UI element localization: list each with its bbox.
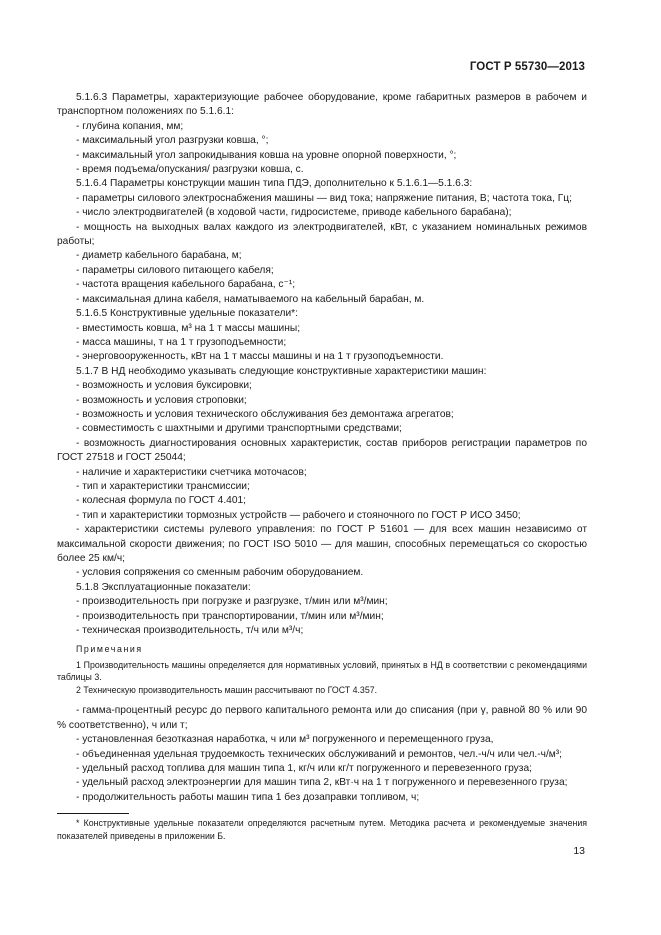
paragraph: - удельный расход электроэнергии для машин типа 2, кВт·ч на 1 т погруженного и перевезенного груза;	[76, 777, 568, 789]
paragraph: 5.1.6.5 Конструктивные удельные показатели*:	[76, 308, 298, 320]
paragraph: - частота вращения кабельного барабана, с⁻¹;	[76, 279, 296, 291]
paragraph-list	[57, 91, 587, 638]
paragraph-list-after	[57, 704, 587, 805]
paragraph: - установленная безотказная наработка, ч или м³ погруженного и перемещенного груза,	[76, 734, 494, 746]
main-text	[57, 91, 587, 805]
paragraph: - число электродвигателей (в ходовой части, гидросистеме, приводе кабельного барабана);	[76, 207, 512, 219]
paragraph: - колесная формула по ГОСТ 4.401;	[76, 495, 246, 507]
paragraph: - возможность диагностирования основных характеристик, состав приборов регистрации параметров по ГОСТ 27518 и ГОСТ 25044;	[57, 437, 587, 464]
paragraph: - масса машины, т на 1 т грузоподъемности;	[76, 336, 287, 348]
paragraph: - мощность на выходных валах каждого из электродвигателей, кВт, с указанием номинальных режимов работы;	[57, 221, 587, 248]
paragraph: - вместимость ковша, м³ на 1 т массы машины;	[76, 322, 301, 334]
paragraph: 5.1.6.3 Параметры, характеризующие рабочее оборудование, кроме габаритных размеров в рабочем и транспортном положениях по 5.1.6.1:	[57, 92, 587, 118]
paragraph: - диаметр кабельного барабана, м;	[76, 250, 242, 262]
footnote-divider	[57, 813, 129, 814]
note-item: 2 Техническую производительность машин рассчитывают по ГОСТ 4.357.	[76, 684, 378, 695]
paragraph: - максимальный угол запрокидывания ковша на уровне опорной поверхности, °;	[76, 149, 457, 161]
notes-heading: Примечания	[76, 644, 143, 655]
paragraph: - параметры силового питающего кабеля;	[76, 264, 274, 276]
notes-list	[57, 659, 587, 697]
page-number: 13	[573, 845, 585, 857]
paragraph: - время подъема/опускания/ разгрузки ковша, с.	[76, 164, 304, 176]
paragraph: - глубина копания, мм;	[76, 120, 184, 132]
paragraph: - возможность и условия буксировки;	[76, 380, 252, 392]
paragraph: - параметры силового электроснабжения машины — вид тока; напряжение питания, В; частота тока, Гц;	[76, 192, 572, 204]
footnote: * Конструктивные удельные показатели определяются расчетным путем. Методика расчета и рекомендуемые значения показателей приведены в приложении Б.	[57, 818, 587, 841]
paragraph: - возможность и условия технического обслуживания без демонтажа агрегатов;	[76, 408, 454, 420]
paragraph: - максимальная длина кабеля, наматываемого на кабельный барабан, м.	[76, 293, 425, 305]
paragraph: - возможность и условия строповки;	[76, 394, 247, 406]
paragraph: - наличие и характеристики счетчика моточасов;	[76, 466, 307, 478]
paragraph: - техническая производительность, т/ч или м³/ч;	[76, 625, 304, 637]
paragraph: - совместимость с шахтными и другими транспортными средствами;	[76, 423, 402, 435]
paragraph: 5.1.6.4 Параметры конструкции машин типа ПДЭ, дополнительно к 5.1.6.1—5.1.6.3:	[76, 178, 473, 190]
paragraph: - удельный расход топлива для машин типа 1, кг/ч или кг/т погруженного и перевезенного груза;	[76, 762, 532, 774]
spacer	[57, 696, 587, 704]
paragraph: - производительность при погрузке и разгрузке, т/мин или м³/мин;	[76, 596, 388, 608]
paragraph: 5.1.8 Эксплуатационные показатели:	[76, 581, 251, 593]
paragraph: - энерговооруженность, кВт на 1 т массы машины и на 1 т грузоподъемности.	[76, 351, 444, 363]
paragraph: - продолжительность работы машин типа 1 без дозаправки топливом, ч;	[76, 791, 420, 803]
paragraph: - объединенная удельная трудоемкость технических обслуживаний и ремонтов, чел.-ч/ч или чел.-ч/м³;	[76, 748, 563, 760]
standard-header: ГОСТ Р 55730—2013	[469, 61, 585, 73]
paragraph: - гамма-процентный ресурс до первого капитального ремонта или до списания (при γ, равной 80 % или 90 % соответственно), ч или т;	[57, 705, 587, 731]
paragraph: - производительность при транспортировании, т/мин или м³/мин;	[76, 610, 384, 622]
paragraph: - тип и характеристики трансмиссии;	[76, 480, 250, 492]
paragraph: - характеристики системы рулевого управления: по ГОСТ Р 51601 — для всех машин независимо от максимальной скорости движения; по ГОСТ ISO 5010 — для машин, способных перемещаться со скоростью более 25 км/ч;	[57, 524, 587, 564]
paragraph: 5.1.7 В НД необходимо указывать следующие конструктивные характеристики машин:	[76, 365, 487, 377]
note-item: 1 Производительность машины определяется для нормативных условий, принятых в НД в соответствии с рекомендациями таблицы 3.	[57, 659, 587, 683]
paragraph: - максимальный угол разгрузки ковша, °;	[76, 135, 269, 147]
paragraph: - тип и характеристики тормозных устройств — рабочего и стояночного по ГОСТ Р ИСО 3450;	[76, 509, 521, 521]
paragraph: - условия сопряжения со сменным рабочим оборудованием.	[76, 567, 364, 579]
